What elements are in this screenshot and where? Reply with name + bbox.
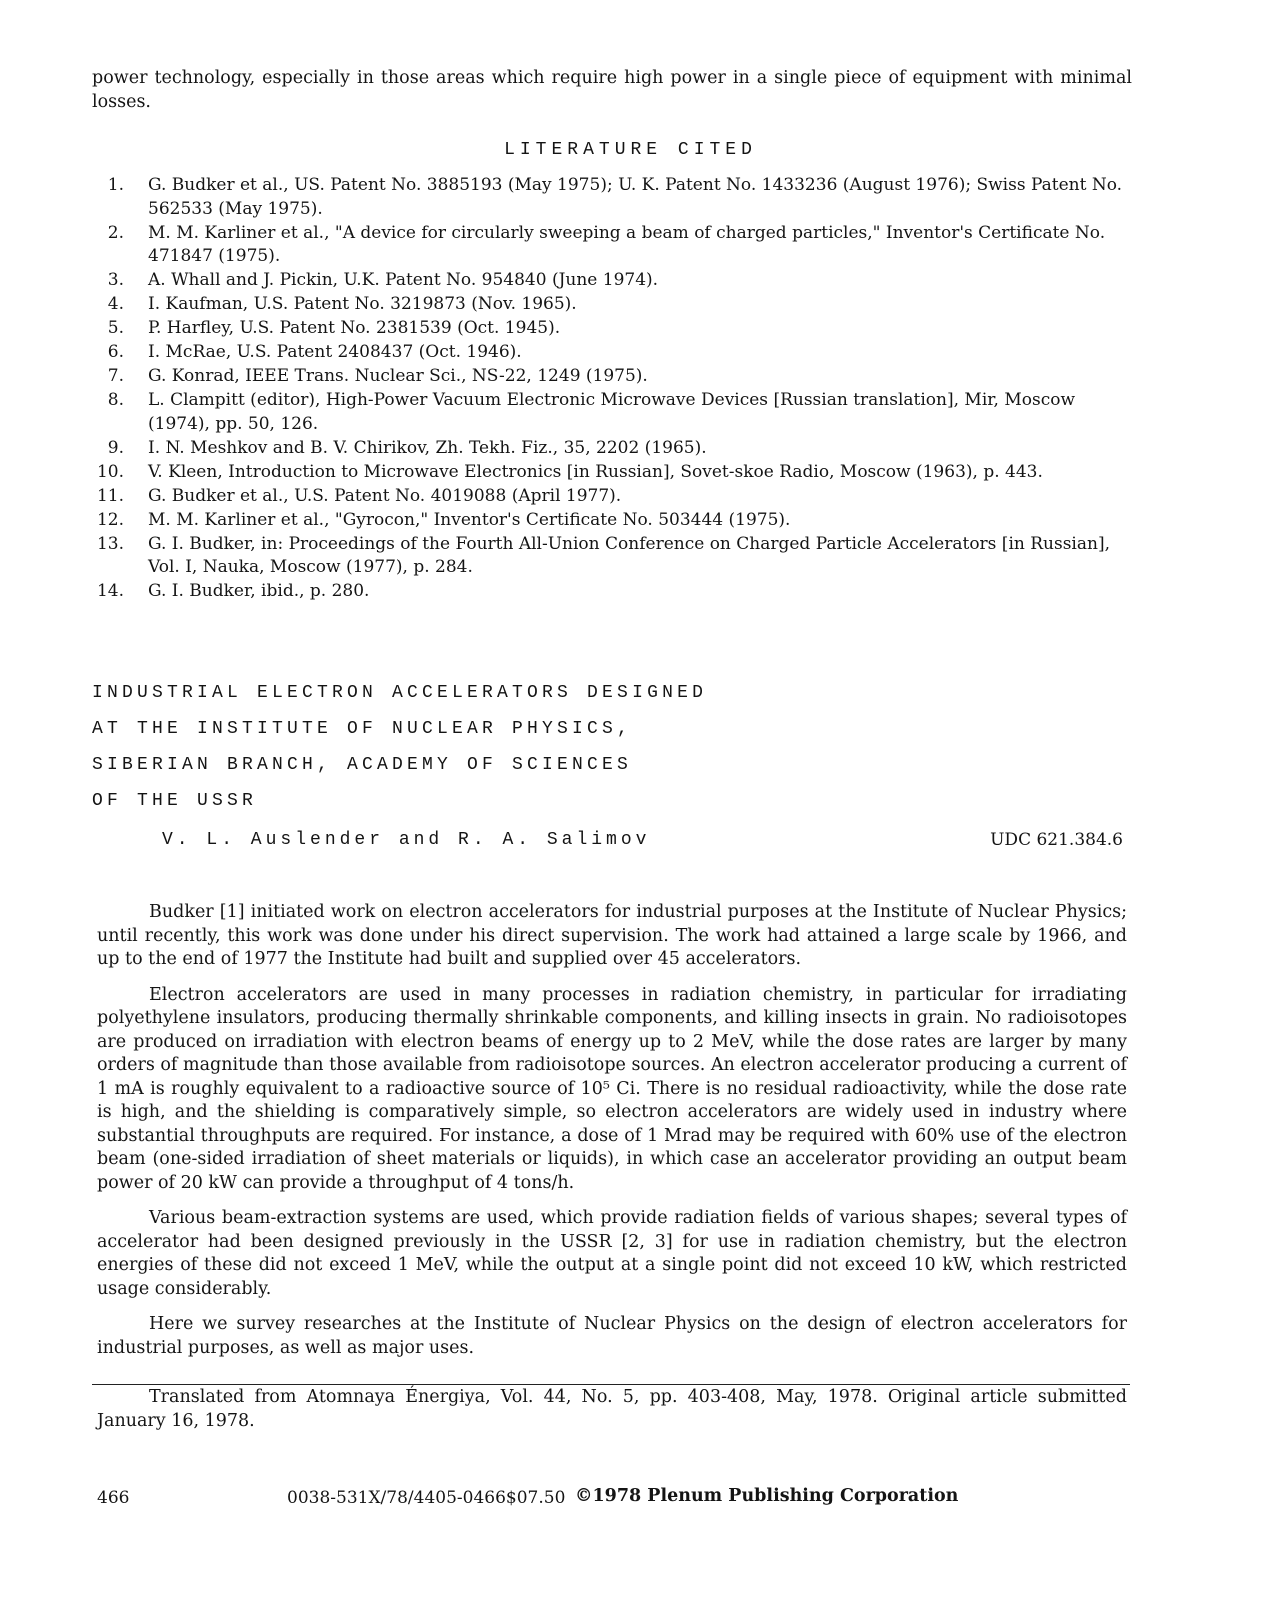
article-title-line: SIBERIAN BRANCH, ACADEMY OF SCIENCES [92,755,633,775]
article-body [97,901,1127,1372]
body-paragraph: Here we survey researches at the Institute of Nuclear Physics on the design of electron accelerators for industrial purposes, as well as major uses. [97,1314,1127,1358]
reference-text: I. McRae, U.S. Patent 2408437 (Oct. 1946). [148,342,522,362]
body-paragraph: Various beam-extraction systems are used, which provide radiation fields of various shapes; several types of accelerator had been designed previously in the USSR [2, 3] for use in radiation chemistry, but the electron energies of these did not exceed 1 MeV, while the output at a single point did not exceed 10 kW, which restricted usage considerably. [97,1208,1127,1299]
reference-text: P. Harfley, U.S. Patent No. 2381539 (Oct. 1945). [148,318,561,338]
reference-text: A. Whall and J. Pickin, U.K. Patent No. 954840 (June 1974). [148,270,659,290]
reference-text: I. Kaufman, U.S. Patent No. 3219873 (Nov. 1965). [148,294,577,314]
reference-item [92,389,1132,436]
reference-number: 6. [107,342,124,362]
reference-item [92,533,1132,580]
reference-item [92,485,1132,509]
reference-item [92,317,1132,341]
reference-number: 1. [107,175,124,195]
reference-number: 10. [96,461,124,482]
reference-item [92,365,1132,389]
intro-paragraph: power technology, especially in those areas which require high power in a single piece of equipment with minimal losses. [92,68,1132,112]
reference-number: 4. [107,294,124,314]
reference-text: L. Clampitt (editor), High-Power Vacuum Electronic Microwave Devices [Russian translation], Mir, Moscow (1974), pp. 50, 126. [148,390,1076,434]
copyright-notice: ©1978 Plenum Publishing Corporation [575,1486,959,1506]
reference-number: 2. [107,222,124,243]
reference-item [92,341,1132,365]
reference-item [92,437,1132,461]
reference-text: G. Budker et al., US. Patent No. 3885193 (May 1975); U. K. Patent No. 1433236 (August 1976); Swiss Patent No. 562533 (May 1975). [148,175,1123,219]
reference-item [92,174,1132,221]
reference-item [92,461,1132,485]
article-title-line: INDUSTRIAL ELECTRON ACCELERATORS DESIGNED [92,683,708,703]
article-title-line: OF THE USSR [92,791,258,811]
article-authors: V. L. Auslender and R. A. Salimov [162,830,651,850]
reference-item [92,293,1132,317]
reference-text: G. I. Budker, in: Proceedings of the Fourth All-Union Conference on Charged Particle Accelerators [in Russian], Vol. I, Nauka, Moscow (1977), p. 284. [148,533,1110,577]
translation-footnote: Translated from Atomnaya Énergiya, Vol. 44, No. 5, pp. 403-408, May, 1978. Original article submitted January 16, 1978. [97,1387,1127,1431]
reference-number: 12. [96,509,124,530]
reference-item [92,580,1132,604]
literature-cited-heading: LITERATURE CITED [504,140,757,160]
reference-text: M. M. Karliner et al., "A device for circularly sweeping a beam of charged particles," Inventor's Certificate No. 471847 (1975). [148,222,1106,266]
reference-number: 3. [107,270,124,290]
body-paragraph: Budker [1] initiated work on electron accelerators for industrial purposes at the Institute of Nuclear Physics; until recently, this work was done under his direct supervision. The work had attained a large scale by 1966, and up to the end of 1977 the Institute had built and supplied over 45 accelerators. [97,902,1127,969]
reference-number: 5. [107,318,124,338]
reference-number: 13. [96,533,124,554]
reference-text: G. Konrad, IEEE Trans. Nuclear Sci., NS-22, 1249 (1975). [148,366,648,386]
reference-text: V. Kleen, Introduction to Microwave Electronics [in Russian], Sovet-skoe Radio, Moscow (1963), p. 443. [148,461,1043,482]
reference-list [92,174,1132,604]
article-code: 0038-531X/78/4405-0466$07.50 [287,1488,566,1508]
reference-text: G. I. Budker, ibid., p. 280. [148,581,370,601]
reference-number: 14. [96,581,124,601]
body-paragraph: Electron accelerators are used in many processes in radiation chemistry, in particular for irradiating polyethylene insulators, producing thermally shrinkable components, and killing insects in grain. No radioisotopes are produced on irradiation with electron beams of energy up to 2 MeV, while the dose rates are larger by many orders of magnitude than those available from radioisotope sources. An electron accelerator producing a current of 1 mA is roughly equivalent to a radioactive source of 10⁵ Ci. There is no residual radioactivity, while the dose rate is high, and the shielding is comparatively simple, so electron accelerators are widely used in industry where substantial throughputs are required. For instance, a dose of 1 Mrad may be required with 60% use of the electron beam (one-sided irradiation of sheet materials or liquids), in which case an accelerator providing an output beam power of 20 kW can provide a throughput of 4 tons/h. [97,984,1127,1193]
page-number: 466 [97,1488,130,1508]
article-title-line: AT THE INSTITUTE OF NUCLEAR PHYSICS, [92,719,633,739]
reference-text: I. N. Meshkov and B. V. Chirikov, Zh. Tekh. Fiz., 35, 2202 (1965). [148,437,707,458]
reference-number: 8. [107,390,124,410]
reference-item [92,509,1132,533]
reference-text: M. M. Karliner et al., "Gyrocon," Inventor's Certificate No. 503444 (1975). [148,509,791,530]
reference-item [92,222,1132,269]
reference-number: 7. [107,366,124,386]
udc-code: UDC 621.384.6 [990,830,1123,850]
article-title [92,675,852,819]
reference-number: 9. [107,437,124,458]
reference-text: G. Budker et al., U.S. Patent No. 4019088 (April 1977). [148,485,622,506]
reference-number: 11. [96,485,124,506]
reference-item [92,269,1132,293]
